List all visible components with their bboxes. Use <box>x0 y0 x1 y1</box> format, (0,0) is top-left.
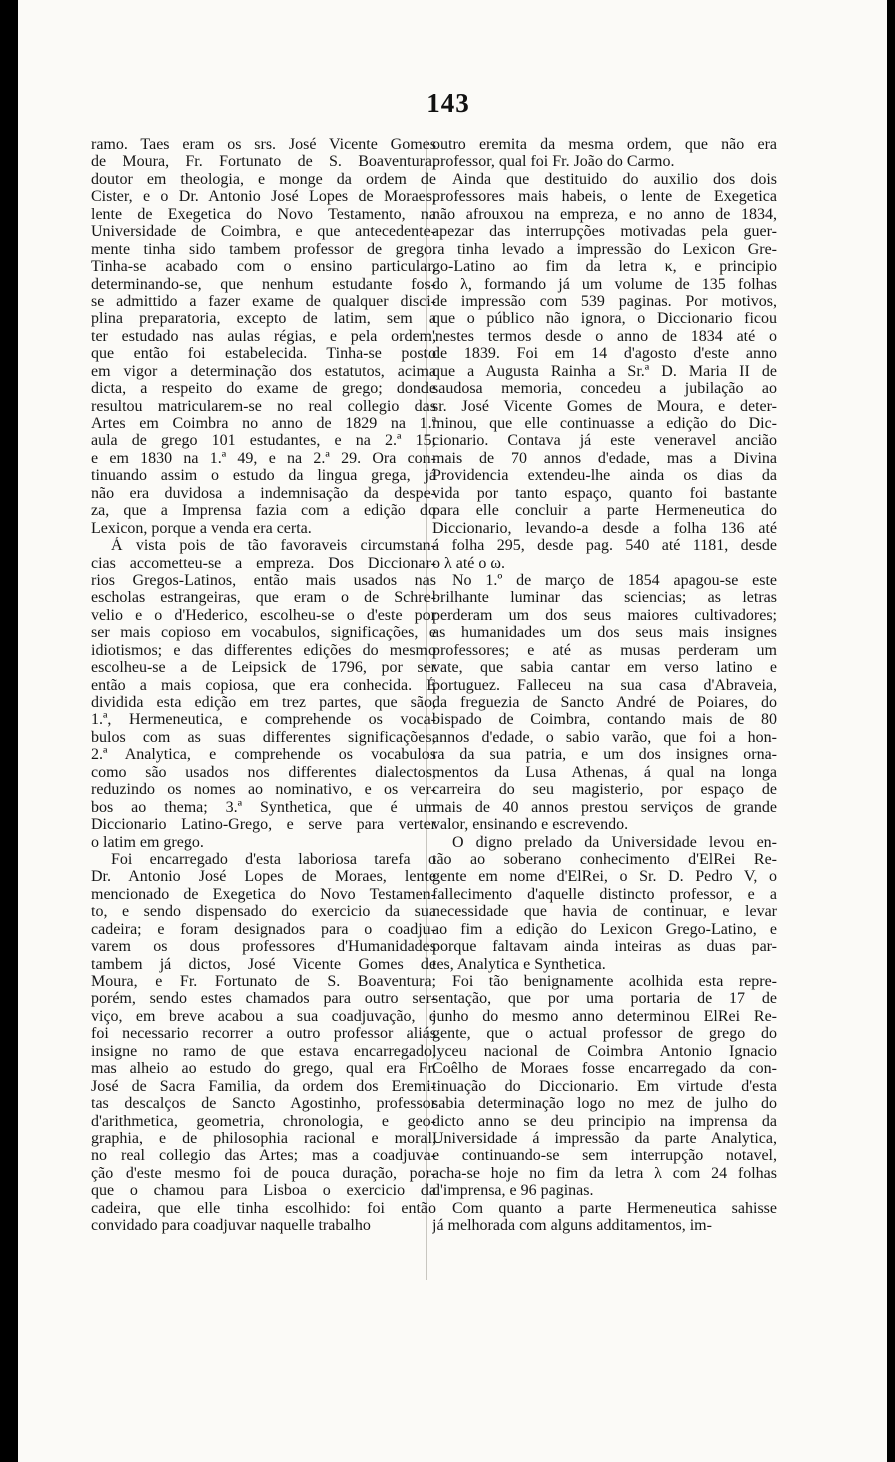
text-line: Universidade á impressão da parte Analytica, <box>432 1129 777 1147</box>
text-line: mente tinha sido tambem professor de grego. <box>91 240 436 258</box>
text-line: do λ, formando já um volume de 135 folhas <box>432 275 777 293</box>
text-line: rios Gregos-Latinos, então mais usados nas <box>91 571 436 589</box>
text-line: Lexicon, porque a venda era certa. <box>91 519 312 537</box>
text-line: ra da sua patria, e um dos insignes orna- <box>432 746 777 764</box>
text-line: Artes em Coimbra no anno de 1829 na 1.ª <box>91 415 436 432</box>
text-line: tes, Analytica e Synthetica. <box>432 955 606 973</box>
text-line: ra tinha levado a impressão do Lexicon Gre- <box>432 240 777 258</box>
text-line: plina preparatoria, excepto de latim, sem a <box>91 310 436 328</box>
text-line: Moura, e Fr. Fortunato de S. Boaventura; <box>91 973 436 990</box>
text-line: mencionado de Exegetica do Novo Testamen- <box>91 885 436 903</box>
text-line: porque faltavam ainda inteiras as duas par- <box>432 938 777 956</box>
text-line: Tinha-se acabado com o ensino particular, <box>91 258 436 276</box>
right-text-column <box>432 136 777 1235</box>
text-line: gente em nome d'ElRei, o Sr. D. Pedro V, o <box>432 868 777 886</box>
text-line: de Moura, Fr. Fortunato de S. Boaventura, <box>91 153 436 171</box>
book-page <box>18 0 887 1462</box>
text-line: cias accometteu-se a empreza. Dos Diccionar- <box>91 554 436 572</box>
text-line: professores mais habeis, o lente de Exegetica <box>432 188 777 206</box>
text-line: tão ao soberano conhecimento d'ElRei Re- <box>432 850 777 868</box>
text-line: da freguezia de Sancto André de Poiares, do <box>432 694 777 711</box>
text-line: za, que a Imprensa fazia com a edição do <box>91 502 436 520</box>
text-line: d'arithmetica, geometria, chronologia, e geo- <box>91 1112 436 1130</box>
text-line: Universidade de Coimbra, e que antecedente- <box>91 223 436 241</box>
text-line: escholas estrangeiras, que eram o de Schre- <box>91 589 436 607</box>
text-line: lente de Exegetica do Novo Testamento, na <box>91 205 436 223</box>
text-line: necessidade que havia de continuar, e levar <box>432 903 777 921</box>
text-line: não afrouxou na empreza, e no anno de 1834, <box>432 205 777 223</box>
text-line: portuguez. Falleceu na sua casa d'Abraveia, <box>432 676 777 694</box>
page-number: 143 <box>426 88 470 118</box>
text-line: 2.ª Analytica, e comprehende os vocabulos <box>91 746 436 764</box>
text-line: o λ até o ω. <box>432 554 505 572</box>
text-line: to, e sendo dispensado do exercicio da sua <box>91 903 436 921</box>
left-text-column <box>91 136 436 1235</box>
text-line: Providencia extendeu-lhe ainda os dias da <box>432 467 777 485</box>
text-line: mas alheio ao estudo do grego, qual era Fr. <box>91 1060 436 1078</box>
text-line: apezar das interrupções motivadas pela guer- <box>432 223 777 241</box>
text-line: bispado de Coimbra, contando mais de 80 <box>432 711 777 729</box>
text-line: O digno prelado da Universidade levou en- <box>452 833 777 851</box>
text-line: 1.ª, Hermeneutica, e comprehende os voca- <box>91 711 436 729</box>
text-line: reduzindo os nomes ao nominativo, e os ver- <box>91 781 436 799</box>
text-line: porém, sendo estes chamados para outro ser- <box>91 990 436 1008</box>
text-line: de impressão com 539 paginas. Por motivos, <box>432 292 777 310</box>
text-line: junho do mesmo anno determinou ElRei Re- <box>432 1007 777 1025</box>
text-line: Cister, e o Dr. Antonio José Lopes de Moraes, <box>91 188 436 206</box>
text-line: que o público não ignora, o Diccionario ficou <box>432 310 777 328</box>
text-line: José de Sacra Familia, da ordem dos Eremi- <box>91 1077 436 1095</box>
text-line: mentos da Lusa Athenas, á qual na longa <box>432 763 777 781</box>
text-line: sentação, que por uma portaria de 17 de <box>432 990 777 1008</box>
text-line: não era duvidosa a indemnisação da despe- <box>91 484 436 502</box>
text-line: insigne no ramo de que estava encarregado, <box>91 1042 436 1060</box>
text-line: resultou matricularem-se no real collegio das <box>91 397 436 415</box>
text-line: no real collegio das Artes; mas a coadjuva- <box>91 1147 436 1165</box>
text-line: se admittido a fazer exame de qualquer disci- <box>91 292 436 310</box>
text-line: cadeira, que elle tinha escolhido: foi então <box>91 1199 436 1217</box>
text-line: ser mais copioso em vocabulos, significações, e <box>91 624 436 642</box>
text-line: Á vista pois de tão favoraveis circumstan- <box>111 537 436 555</box>
text-line: doutor em theologia, e monge da ordem de <box>91 170 436 188</box>
text-line: 'nestes termos desde o anno de 1834 até o <box>432 327 777 345</box>
text-line: varem os dous professores d'Humanidades <box>91 938 436 956</box>
text-line: em vigor a determinação dos estatutos, acima <box>91 362 436 380</box>
text-line: perderam um dos seus maiores cultivadores; <box>432 606 777 624</box>
text-line: tambem já dictos, José Vicente Gomes de <box>91 955 436 973</box>
text-line: escolheu-se a de Leipsick de 1796, por ser <box>91 659 436 677</box>
text-line: mais de 70 annos d'edade, mas a Divina <box>432 449 777 467</box>
text-line: saudosa memoria, concedeu a jubilação ao <box>432 380 777 398</box>
text-line: brilhante luminar das sciencias; as letras <box>432 589 777 607</box>
text-line: Diccionario Latino-Grego, e serve para verter <box>91 816 436 834</box>
text-line: Ainda que destituido do auxilio dos dois <box>452 170 777 188</box>
text-line: gente, que o actual professor de grego do <box>432 1025 777 1043</box>
text-line: dicto anno se deu principio na imprensa da <box>432 1112 777 1130</box>
text-line: Diccionario, levando-a desde a folha 136 até <box>432 519 777 537</box>
text-line: tinuando assim o estudo da lingua grega, já <box>91 467 436 485</box>
text-line: que então foi estabelecida. Tinha-se posto <box>91 345 436 363</box>
text-line: No 1.º de março de 1854 apagou-se este <box>452 571 777 589</box>
text-line: professor, qual foi Fr. João do Carmo. <box>432 153 675 171</box>
text-line: que o chamou para Lisboa o exercicio da <box>91 1182 436 1200</box>
text-line: Foi tão benignamente acolhida esta repre- <box>452 973 777 990</box>
text-line: Com quanto a parte Hermeneutica sahisse <box>452 1199 777 1217</box>
text-line: tas descalços de Sancto Agostinho, professor <box>91 1095 436 1113</box>
text-line: cadeira; e foram designados para o coadju- <box>91 920 436 938</box>
text-line: bulos com as suas differentes significações; <box>91 728 436 746</box>
text-line: sabia determinação logo no mez de julho do <box>432 1095 777 1113</box>
text-line: de 1839. Foi em 14 d'agosto d'este anno <box>432 345 777 363</box>
text-line: sr. José Vicente Gomes de Moura, e deter- <box>432 397 777 415</box>
text-line: idiotismos; e das differentes edições do mesmo <box>91 641 436 659</box>
text-line: cionario. Contava já este veneravel ancião <box>432 432 777 450</box>
text-line: como são usados nos differentes dialectos, <box>91 763 436 781</box>
text-line: go-Latino ao fim da letra κ, e principio <box>432 258 777 276</box>
text-line: e continuando-se sem interrupção notavel, <box>432 1147 777 1165</box>
text-line: vida por tanto espaço, quanto foi bastante <box>432 484 777 502</box>
text-line: e em 1830 na 1.ª 49, e na 2.ª 29. Ora con- <box>91 449 436 467</box>
text-line: as humanidades um dos seus mais insignes <box>432 624 777 642</box>
text-line: professores; e até as musas perderam um <box>432 641 777 659</box>
text-line: ter estudado nas aulas régias, e pela ordem, <box>91 327 436 345</box>
text-line: acha-se hoje no fim da letra λ com 24 folhas <box>432 1164 777 1182</box>
text-line: determinando-se, que nenhum estudante fos- <box>91 275 436 293</box>
text-line: ramo. Taes eram os srs. José Vicente Gomes <box>91 136 436 153</box>
text-line: Foi encarregado d'esta laboriosa tarefa o <box>111 850 436 868</box>
text-line: vate, que sabia cantar em verso latino e <box>432 659 777 677</box>
text-line: tinuação do Diccionario. Em virtude d'esta <box>432 1077 777 1095</box>
text-line: Coêlho de Moraes fosse encarregado da con- <box>432 1060 777 1078</box>
text-line: viço, em breve acabou a sua coadjuvação, e <box>91 1007 436 1025</box>
text-line: d'imprensa, e 96 paginas. <box>432 1182 594 1200</box>
text-line: então a mais copiosa, que era conhecida. É <box>91 676 436 694</box>
text-line: á folha 295, desde pag. 540 até 1181, desde <box>432 537 777 555</box>
text-line: dividida esta edição em trez partes, que são, <box>91 694 436 711</box>
text-line: que a Augusta Rainha a Sr.ª D. Maria II de <box>432 362 777 380</box>
text-line: Dr. Antonio José Lopes de Moraes, lente <box>91 868 436 886</box>
text-line: para elle concluir a parte Hermeneutica do <box>432 502 777 520</box>
text-line: já melhorada com alguns additamentos, im- <box>432 1217 712 1235</box>
text-line: lyceu nacional de Coimbra Antonio Ignacio <box>432 1042 777 1060</box>
text-line: mais de 40 annos prestou serviços de grande <box>432 798 777 816</box>
text-line: aula de grego 101 estudantes, e na 2.ª 15; <box>91 432 436 450</box>
text-line: ção d'este mesmo foi de pouca duração, por- <box>91 1164 436 1182</box>
text-line: foi necessario recorrer a outro professor aliás <box>91 1025 436 1043</box>
text-line: minou, que elle continuasse a edição do Dic- <box>432 415 777 432</box>
text-line: o latim em grego. <box>91 833 204 851</box>
text-line: valor, ensinando e escrevendo. <box>432 816 629 834</box>
text-line: annos d'edade, o sabio varão, que foi a hon- <box>432 728 777 746</box>
text-line: velio e o d'Hederico, escolheu-se o d'este por <box>91 606 436 624</box>
text-line: carreira do seu magisterio, por espaço de <box>432 781 777 799</box>
text-line: convidado para coadjuvar naquelle trabalho <box>91 1217 371 1235</box>
text-line: bos ao thema; 3.ª Synthetica, que é um <box>91 798 436 816</box>
text-line: graphia, e de philosophia racional e moral, <box>91 1129 436 1147</box>
text-line: outro eremita da mesma ordem, que não era <box>432 136 777 153</box>
text-line: fallecimento d'aquelle distincto professor, e a <box>432 885 777 903</box>
text-line: ao fim a edição do Lexicon Grego-Latino, e <box>432 920 777 938</box>
text-line: dicta, a respeito do exame de grego; donde <box>91 380 436 398</box>
